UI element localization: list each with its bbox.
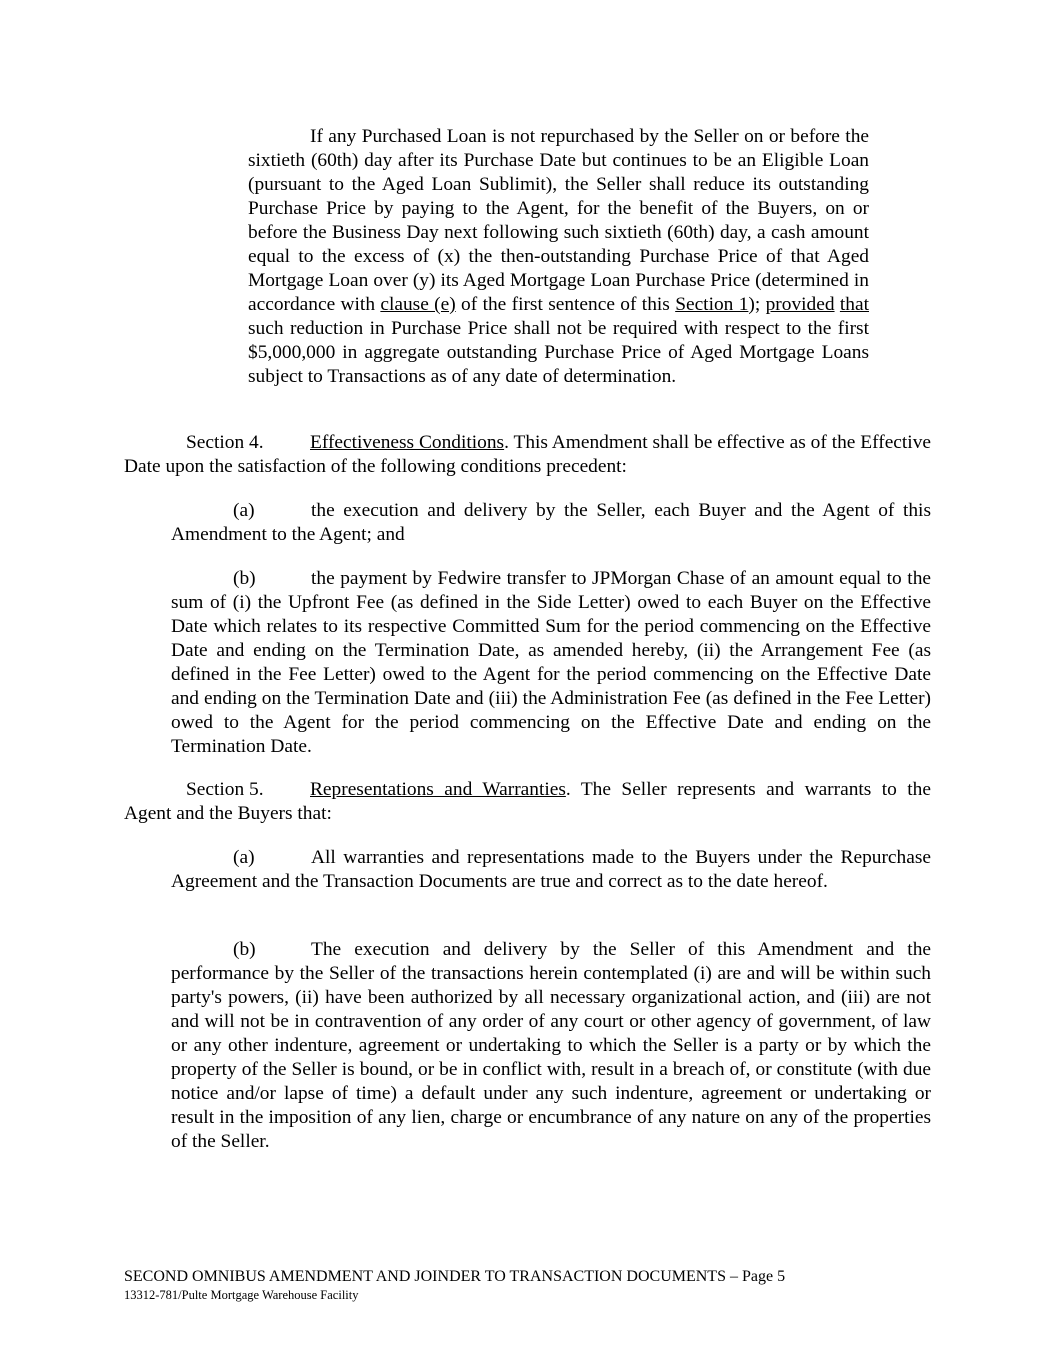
clause-e-reference: clause (e): [380, 294, 456, 315]
section-5-number: Section 5.: [186, 779, 264, 800]
section-5-item-a: [171, 846, 931, 894]
section-5-heading: [124, 778, 931, 826]
section-1-reference: Section 1: [675, 294, 749, 315]
that-term: that: [839, 294, 869, 315]
section-5-item-a-text: All warranties and representations made to the Buyers under the Repurchase Agreement and the Transaction Documents are true and correct as to the date hereof.: [171, 847, 931, 892]
section-5-title: Representations and Warranties: [310, 779, 566, 800]
section-4-item-b: [171, 567, 931, 759]
section-4-intro: . This Amendment shall be effective as of the Effective Date upon the satisfaction of the following conditions precedent:: [124, 432, 931, 477]
section-4-item-b-text: the payment by Fedwire transfer to JPMorgan Chase of an amount equal to the sum of (i) the Upfront Fee (as defined in the Side Letter) owed to each Buyer on the Effective Date which relates to its respective Committed Sum for the period commencing on the Effective Date and ending on the Termination Date, as amended hereby, (ii) the Arrangement Fee (as defined in the Fee Letter) owed to the Agent for the period commencing on the Effective Date and ending on the Termination Date and (iii) the Administration Fee (as defined in the Fee Letter) owed to the Agent for the period commencing on the Effective Date and ending on the Termination Date.: [171, 568, 931, 757]
section-5-item-b: [171, 938, 931, 1154]
provided-term: provided: [765, 294, 835, 315]
section-5-item-b-label: (b): [233, 939, 256, 960]
section-4-heading: [124, 431, 931, 479]
section-4-item-a: [171, 499, 931, 547]
footer-title: SECOND OMNIBUS AMENDMENT AND JOINDER TO TRANSACTION DOCUMENTS – Page 5: [124, 1268, 786, 1285]
aged-loan-paragraph: [248, 125, 869, 389]
aged-loan-text-1: If any Purchased Loan is not repurchased by the Seller on or before the sixtieth (60th) day after its Purchase Date but continues to be an Eligible Loan (pursuant to the Aged Loan Sublimit), the Seller shall reduce its outstanding Purchase Price by paying to the Agent, for the benefit of the Buyers, on or before the Business Day next following such sixtieth (60th) day, a cash amount equal to the excess of (x) the then-outstanding Purchase Price of that Aged Mortgage Loan over (y) its Aged Mortgage Loan Purchase Price (determined in accordance with: [248, 126, 869, 315]
aged-loan-text-5: such reduction in Purchase Price shall not be required with respect to the first $5,000,000 in aggregate outstanding Purchase Price of Aged Mortgage Loans subject to Transactions as of any date of determination.: [248, 318, 869, 387]
section-5-item-a-label: (a): [233, 847, 255, 868]
section-4-item-a-label: (a): [233, 500, 255, 521]
section-4-title: Effectiveness Conditions: [310, 432, 505, 453]
section-5-intro: . The Seller represents and warrants to the Agent and the Buyers that:: [124, 779, 931, 824]
section-5-item-b-text: The execution and delivery by the Seller of this Amendment and the performance by the Seller of the transactions herein contemplated (i) are and will be within such party's powers, (ii) have been authorized by all necessary organizational action, and (iii) are not and will not be in contravention of any order of any court or other agency of government, of law or any other indenture, agreement or undertaking to which the Seller is a party or by which the property of the Seller is bound, or be in conflict with, result in a breach of, or constitute (with due notice and/or lapse of time) a default under any such indenture, agreement or undertaking or result in the imposition of any lien, charge or encumbrance of any nature on any of the properties of the Seller.: [171, 939, 931, 1152]
section-4-number: Section 4.: [186, 432, 264, 453]
footer-reference: 13312-781/Pulte Mortgage Warehouse Facility: [124, 1288, 359, 1302]
section-4-item-a-text: the execution and delivery by the Seller, each Buyer and the Agent of this Amendment to the Agent; and: [171, 500, 931, 545]
aged-loan-text-2: of the first sentence of this: [455, 294, 676, 315]
aged-loan-text-3: );: [748, 294, 766, 315]
section-4-item-b-label: (b): [233, 568, 256, 589]
